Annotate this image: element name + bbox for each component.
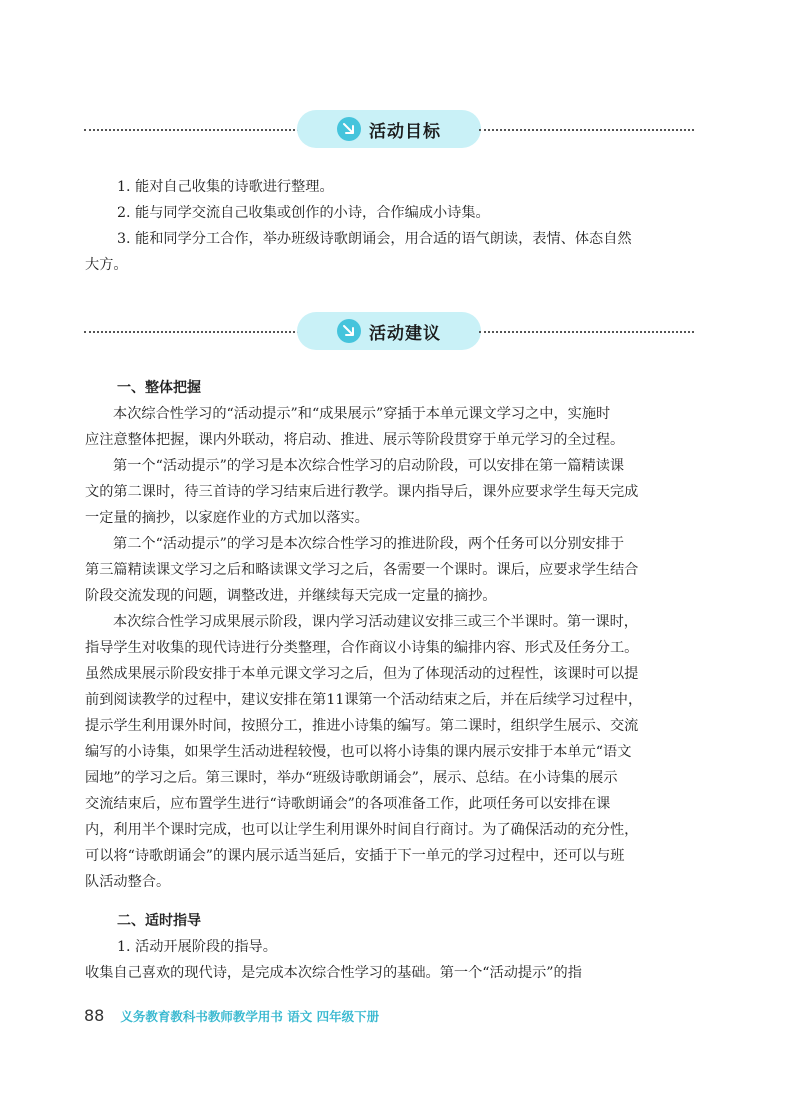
dotted-divider: [479, 129, 694, 131]
body-line: 应注意整体把握，课内外联动，将启动、推进、展示等阶段贯穿于单元学习的全过程。: [85, 432, 625, 448]
body-line: 文的第二课时，待三首诗的学习结束后进行教学。课内指导后，课外应要求学生每天完成: [85, 484, 639, 500]
body-line: 指导学生对收集的现代诗进行分类整理，合作商议小诗集的编排内容、形式及任务分工。: [85, 640, 639, 656]
body-line: 园地”的学习之后。第三课时，举办“班级诗歌朗诵会”，展示、总结。在小诗集的展示: [85, 770, 618, 786]
body-line: 虽然成果展示阶段安排于本单元课文学习之后，但为了体现活动的过程性，该课时可以提: [85, 666, 639, 682]
book-title: 义务教育教科书教师教学用书 语文 四年级下册: [120, 1009, 380, 1024]
body-line: 第二个“活动提示”的学习是本次综合性学习的推进阶段，两个任务可以分别安排于: [113, 536, 625, 552]
section-heading: 二、适时指导: [117, 913, 201, 929]
goal-item-continued: 大方。: [85, 257, 128, 273]
page-footer: [84, 1006, 379, 1025]
goal-item: 3. 能和同学分工合作，举办班级诗歌朗诵会，用合适的语气朗读，表情、体态自然: [117, 231, 632, 247]
section-heading: 一、整体把握: [117, 380, 201, 396]
section-title: 活动建议: [369, 323, 441, 344]
dotted-divider: [84, 331, 299, 333]
body-line: 前到阅读教学的过程中，建议安排在第11课第一个活动结束之后，并在后续学习过程中，: [85, 692, 643, 708]
body-line: 1. 活动开展阶段的指导。: [117, 939, 277, 955]
body-line: 内，利用半个课时完成，也可以让学生利用课外时间自行商讨。为了确保活动的充分性，: [85, 822, 639, 838]
body-line: 第三篇精读课文学习之后和略读课文学习之后，各需要一个课时。课后，应要求学生结合: [85, 562, 639, 578]
section2-body: [85, 908, 693, 986]
body-line: 提示学生利用课外时间，按照分工，推进小诗集的编写。第二课时，组织学生展示、交流: [85, 718, 639, 734]
body-line: 一定量的摘抄，以家庭作业的方式加以落实。: [85, 510, 369, 526]
arrow-down-right-icon: [337, 319, 361, 343]
goal-item: 1. 能对自己收集的诗歌进行整理。: [117, 179, 334, 195]
section-pill: [297, 110, 481, 148]
body-line: 交流结束后，应布置学生进行“诗歌朗诵会”的各项准备工作，此项任务可以安排在课: [85, 796, 611, 812]
page-number: 88: [84, 1006, 105, 1025]
body-line: 本次综合性学习的“活动提示”和“成果展示”穿插于本单元课文学习之中，实施时: [113, 406, 611, 422]
activity-suggestions-banner: [84, 312, 694, 352]
section-pill: [297, 312, 481, 350]
body-line: 可以将“诗歌朗诵会”的课内展示适当延后，安插于下一单元的学习过程中，还可以与班: [85, 848, 625, 864]
section-title: 活动目标: [369, 121, 441, 142]
body-line: 收集自己喜欢的现代诗，是完成本次综合性学习的基础。第一个“活动提示”的指: [85, 965, 582, 981]
activity-goals-banner: [84, 110, 694, 150]
dotted-divider: [84, 129, 299, 131]
suggestions-body: [85, 375, 693, 895]
body-line: 第一个“活动提示”的学习是本次综合性学习的启动阶段，可以安排在第一篇精读课: [113, 458, 625, 474]
body-line: 编写的小诗集，如果学生活动进程较慢，也可以将小诗集的课内展示安排于本单元“语文: [85, 744, 632, 760]
goals-list: [85, 174, 693, 278]
goal-item: 2. 能与同学交流自己收集或创作的小诗，合作编成小诗集。: [117, 205, 490, 221]
body-line: 阶段交流发现的问题，调整改进，并继续每天完成一定量的摘抄。: [85, 588, 497, 604]
dotted-divider: [479, 331, 694, 333]
arrow-down-right-icon: [337, 117, 361, 141]
body-line: 队活动整合。: [85, 874, 171, 890]
body-line: 本次综合性学习成果展示阶段，课内学习活动建议安排三或三个半课时。第一课时，: [113, 614, 638, 630]
